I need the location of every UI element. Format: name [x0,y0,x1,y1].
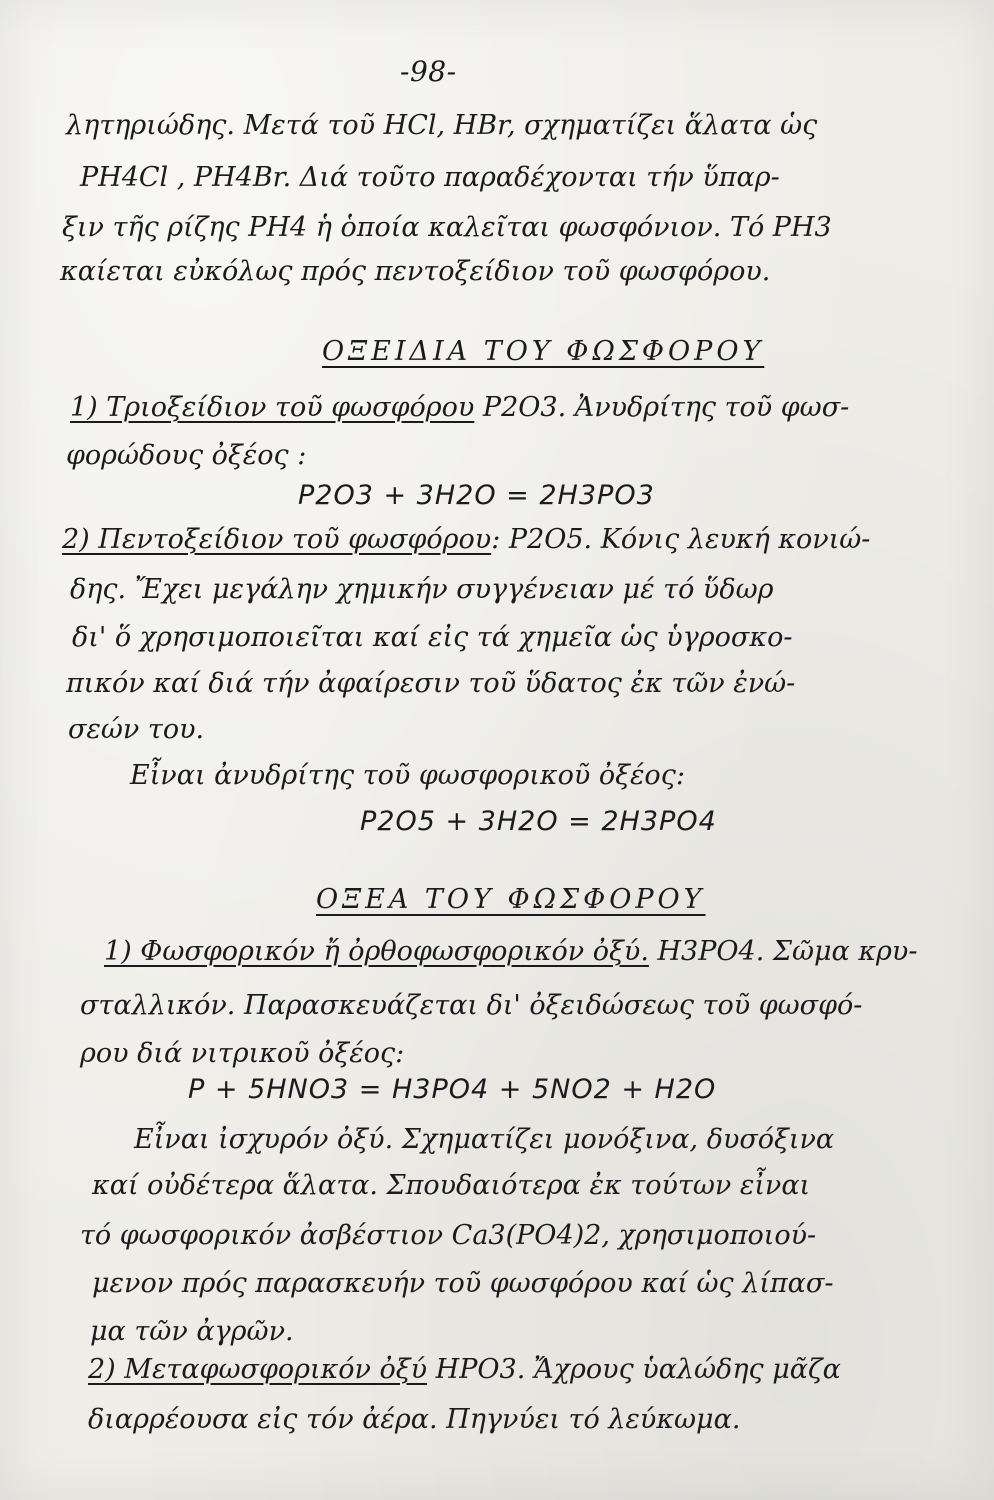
acid-item-1-text: H3PO4. Σῶμα κρυ- [657,936,918,967]
oxide-item-2 [62,524,870,555]
text-line-4: καίεται εὐκόλως πρός πεντοξείδιον τοῦ φωσφόρου. [60,256,771,287]
oxide-item-2-anhydride: Εἶναι ἀνυδρίτης τοῦ φωσφορικοῦ ὀξέος: [130,760,685,791]
oxide-item-2-line-5: σεών του. [68,714,205,745]
acid-item-1 [104,936,917,967]
acid-item-2 [88,1354,841,1385]
oxide-formula-2: P2O5 + 3H2O = 2H3PO4 [360,806,717,837]
oxide-item-2-line-3: δι' ὅ χρησιμοποιεῖται καί εἰς τά χημεῖα ὡς ὑγροσκο- [72,622,793,653]
acid-item-1-more-4: μενον πρός παρασκευήν τοῦ φωσφόρου καί ὡς λίπασ- [92,1268,834,1299]
oxide-formula-1: P2O3 + 3H2O = 2H3PO3 [298,480,655,511]
acid-item-1-line-2: σταλλικόν. Παρασκευάζεται δι' ὀξειδώσεως τοῦ φωσφό- [80,990,863,1021]
oxide-item-2-line-4: πικόν καί διά τήν ἀφαίρεσιν τοῦ ὕδατος ἐκ τῶν ἐνώ- [66,668,796,699]
acid-item-2-line-2: διαρρέουσα εἰς τόν ἀέρα. Πηγνύει τό λεύκωμα. [88,1404,741,1435]
text-line-3: ξιν τῆς ρίζης PH4 ἡ ὁποία καλεῖται φωσφόνιον. Τό PH3 [62,212,832,243]
acid-item-2-text: HPO3. Ἄχρους ὑαλώδης μᾶζα [435,1354,841,1385]
oxide-item-1 [70,392,849,423]
acid-item-1-more-2: καί οὐδέτερα ἅλατα. Σπουδαιότερα ἐκ τούτων εἶναι [92,1170,811,1201]
acid-item-1-label: 1) Φωσφορικόν ἤ ὀρθοφωσφορικόν ὀξύ. [104,936,649,967]
oxide-item-1-line-2: φορώδους ὀξέος : [66,440,307,471]
oxide-item-2-text: : P2O5. Κόνις λευκή κονιώ- [491,524,871,555]
acid-item-1-more-1: Εἶναι ἰσχυρόν ὀξύ. Σχηματίζει μονόξινα, δυσόξινα [134,1124,835,1155]
acid-item-1-more-5: μα τῶν ἀγρῶν. [90,1316,294,1347]
section-heading-acids: ΟΞΕΑ ΤΟΥ ΦΩΣΦΟΡΟΥ [316,884,706,915]
text-line-2: PH4Cl , PH4Br. Διά τοῦτο παραδέχονται τήν ὕπαρ- [80,162,780,193]
oxide-item-1-text: P2O3. Ἀνυδρίτης τοῦ φωσ- [482,392,850,423]
page-number: -98- [400,55,457,88]
oxide-item-2-line-2: δης. Ἔχει μεγάλην χημικήν συγγένειαν μέ τό ὕδωρ [70,574,774,605]
acid-item-1-more-3: τό φωσφορικόν ἀσβέστιον Ca3(PO4)2, χρησιμοποιού- [80,1220,817,1251]
text-line-1: λητηριώδης. Μετά τοῦ HCl, HBr, σχηματίζει ἅλατα ὡς [66,110,818,141]
section-heading-oxides: ΟΞΕΙΔΙΑ ΤΟΥ ΦΩΣΦΟΡΟΥ [322,336,765,367]
acid-formula-1: P + 5HNO3 = H3PO4 + 5NO2 + H2O [188,1074,717,1105]
oxide-item-2-label: 2) Πεντοξείδιον τοῦ φωσφόρου [62,524,492,555]
acid-item-1-line-3: ρου διά νιτρικοῦ ὀξέος: [80,1038,405,1069]
acid-item-2-label: 2) Μεταφωσφορικόν ὀξύ [88,1354,428,1385]
oxide-item-1-label: 1) Τριοξείδιον τοῦ φωσφόρου [70,392,475,423]
